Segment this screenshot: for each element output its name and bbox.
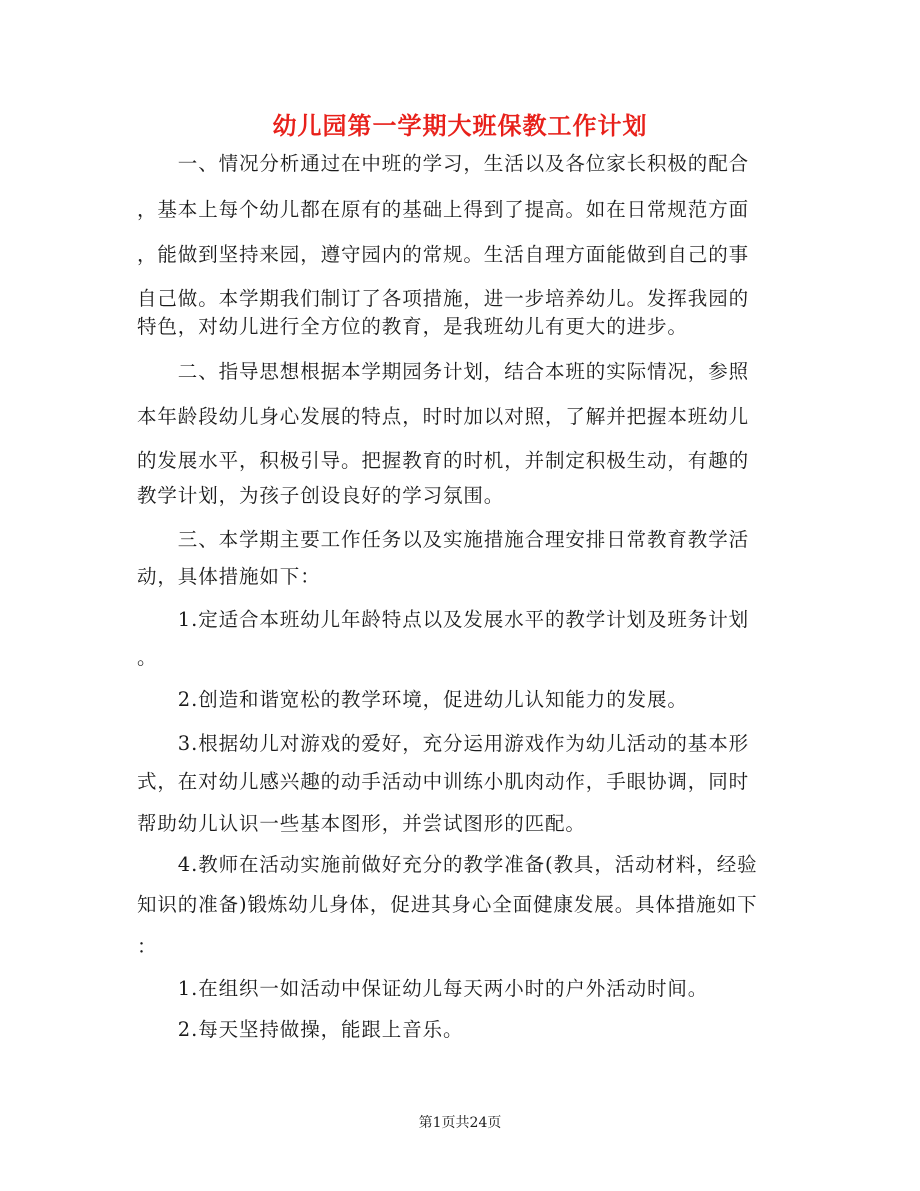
- text-line: 自己做。本学期我们制订了各项措施，进一步培养幼儿。发挥我园的: [137, 287, 750, 310]
- text-line: 2.每天坚持做操，能跟上音乐。: [137, 1018, 464, 1041]
- page-number-footer: 第1页共24页: [418, 1115, 502, 1131]
- text-line: 。: [137, 646, 158, 669]
- text-line: 教学计划，为孩子创设良好的学习氛围。: [137, 484, 505, 507]
- text-line: 三、本学期主要工作任务以及实施措施合理安排日常教育教学活: [137, 528, 750, 551]
- text-line: 3.根据幼儿对游戏的爱好，充分运用游戏作为幼儿活动的基本形: [137, 732, 750, 755]
- text-line: 帮助幼儿认识一些基本图形，并尝试图形的匹配。: [137, 812, 586, 835]
- text-line: 本年龄段幼儿身心发展的特点，时时加以对照，了解并把握本班幼儿: [137, 405, 750, 428]
- text-line: 一、情况分析通过在中班的学习，生活以及各位家长积极的配合: [137, 152, 750, 175]
- text-line: 1.定适合本班幼儿年龄特点以及发展水平的教学计划及班务计划: [137, 608, 750, 631]
- text-line: ：: [137, 935, 158, 958]
- text-line: 动，具体措施如下：: [137, 565, 321, 588]
- text-line: ，能做到坚持来园，遵守园内的常规。生活自理方面能做到自己的事: [137, 243, 750, 266]
- text-line: 1.在组织一如活动中保证幼儿每天两小时的户外活动时间。: [137, 977, 709, 1000]
- text-line: 知识的准备)锻炼幼儿身体，促进其身心全面健康发展。具体措施如下: [137, 893, 758, 916]
- text-line: 的发展水平，积极引导。把握教育的时机，并制定积极生动，有趣的: [137, 449, 750, 472]
- text-line: 4.教师在活动实施前做好充分的教学准备(教具，活动材料，经验: [137, 853, 758, 876]
- text-line: ，基本上每个幼儿都在原有的基础上得到了提高。如在日常规范方面: [137, 198, 750, 221]
- text-line: 2.创造和谐宽松的教学环境，促进幼儿认知能力的发展。: [137, 688, 688, 711]
- text-line: 二、指导思想根据本学期园务计划，结合本班的实际情况，参照: [137, 360, 750, 383]
- text-line: 式，在对幼儿感兴趣的动手活动中训练小肌肉动作，手眼协调，同时: [137, 770, 750, 793]
- document-title: 幼儿园第一学期大班保教工作计划: [272, 111, 648, 140]
- text-line: 特色，对幼儿进行全方位的教育，是我班幼儿有更大的进步。: [137, 315, 688, 338]
